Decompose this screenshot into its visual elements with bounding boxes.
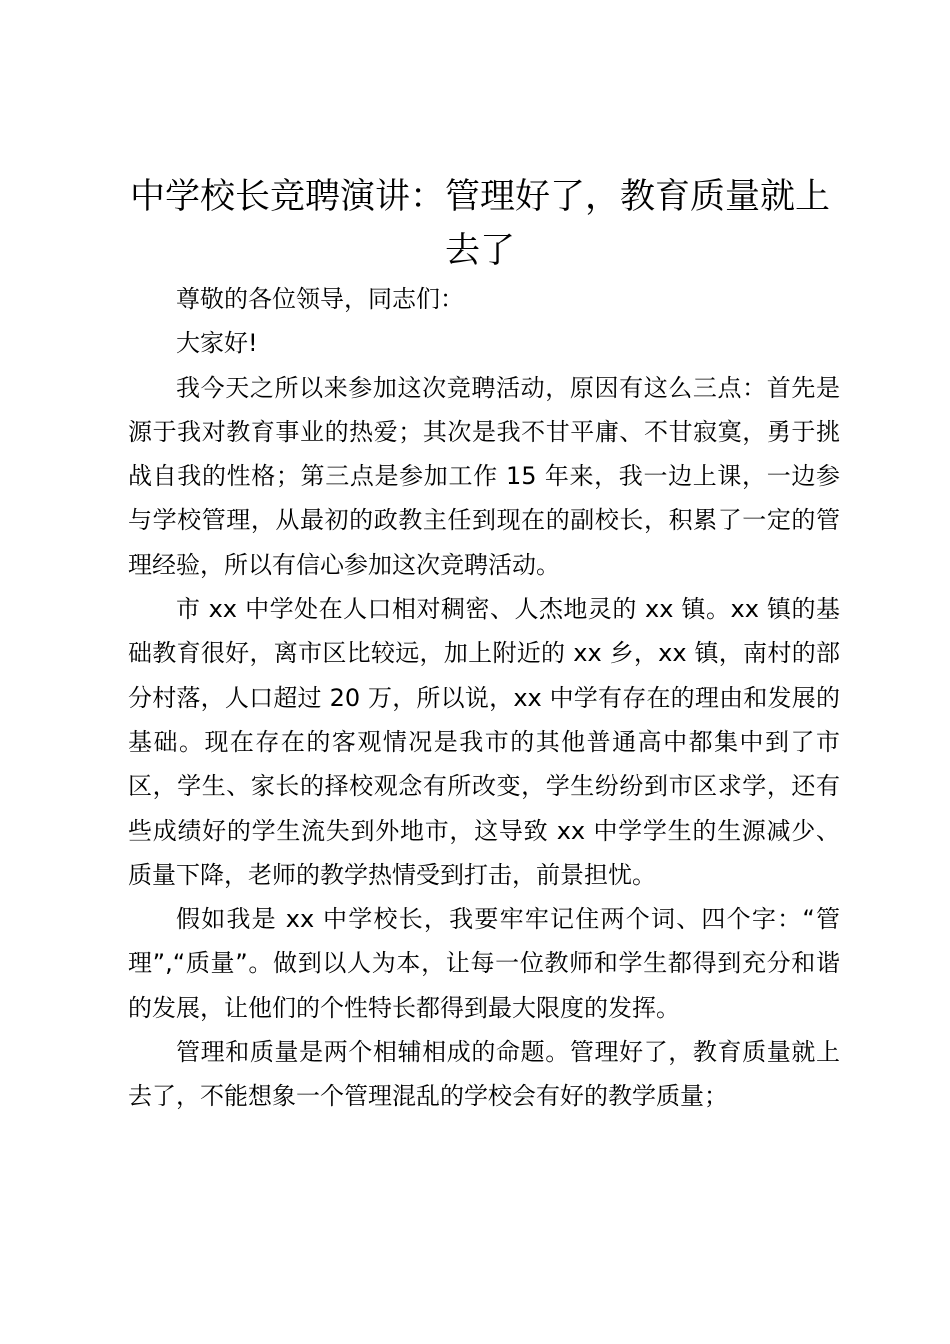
body-paragraph: 市 xx 中学处在人口相对稠密、人杰地灵的 xx 镇。xx 镇的基础教育很好，离市区比较远，加上附近的 xx 乡，xx 镇，南村的部分村落，人口超过 20 万，所以说，xx 中学有存在的理由和发展的基础。现在存在的客观情况是我市的其他普通高中都集中到了市区，学生、家长的择校观念有所改变，学生纷纷到市区求学，还有些成绩好的学生流失到外地市，这导致 xx 中学学生的生源减少、质量下降，老师的教学热情受到打击，前景担忧。 [128, 595, 840, 889]
salutation-paragraph: 尊敬的各位领导，同志们： [176, 285, 464, 313]
document-title: 中学校长竞聘演讲：管理好了，教育质量就上去了 [129, 177, 830, 271]
document-body [128, 277, 840, 1119]
body-paragraph: 假如我是 xx 中学校长，我要牢牢记住两个词、四个字：“管理”,“质量”。做到以人为本，让每一位教师和学生都得到充分和谐的发展，让他们的个性特长都得到最大限度的发挥。 [128, 905, 840, 1022]
body-paragraph: 我今天之所以来参加这次竞聘活动，原因有这么三点：首先是源于我对教育事业的热爱；其次是我不甘平庸、不甘寂寞，勇于挑战自我的性格；第三点是参加工作 15 年来，我一边上课，一边参与学校管理，从最初的政教主任到现在的副校长，积累了一定的管理经验，所以有信心参加这次竞聘活动。 [128, 373, 840, 579]
greeting-paragraph: 大家好! [176, 329, 258, 358]
body-paragraph: 管理和质量是两个相辅相成的命题。管理好了，教育质量就上去了，不能想象一个管理混乱的学校会有好的教学质量； [128, 1038, 840, 1111]
